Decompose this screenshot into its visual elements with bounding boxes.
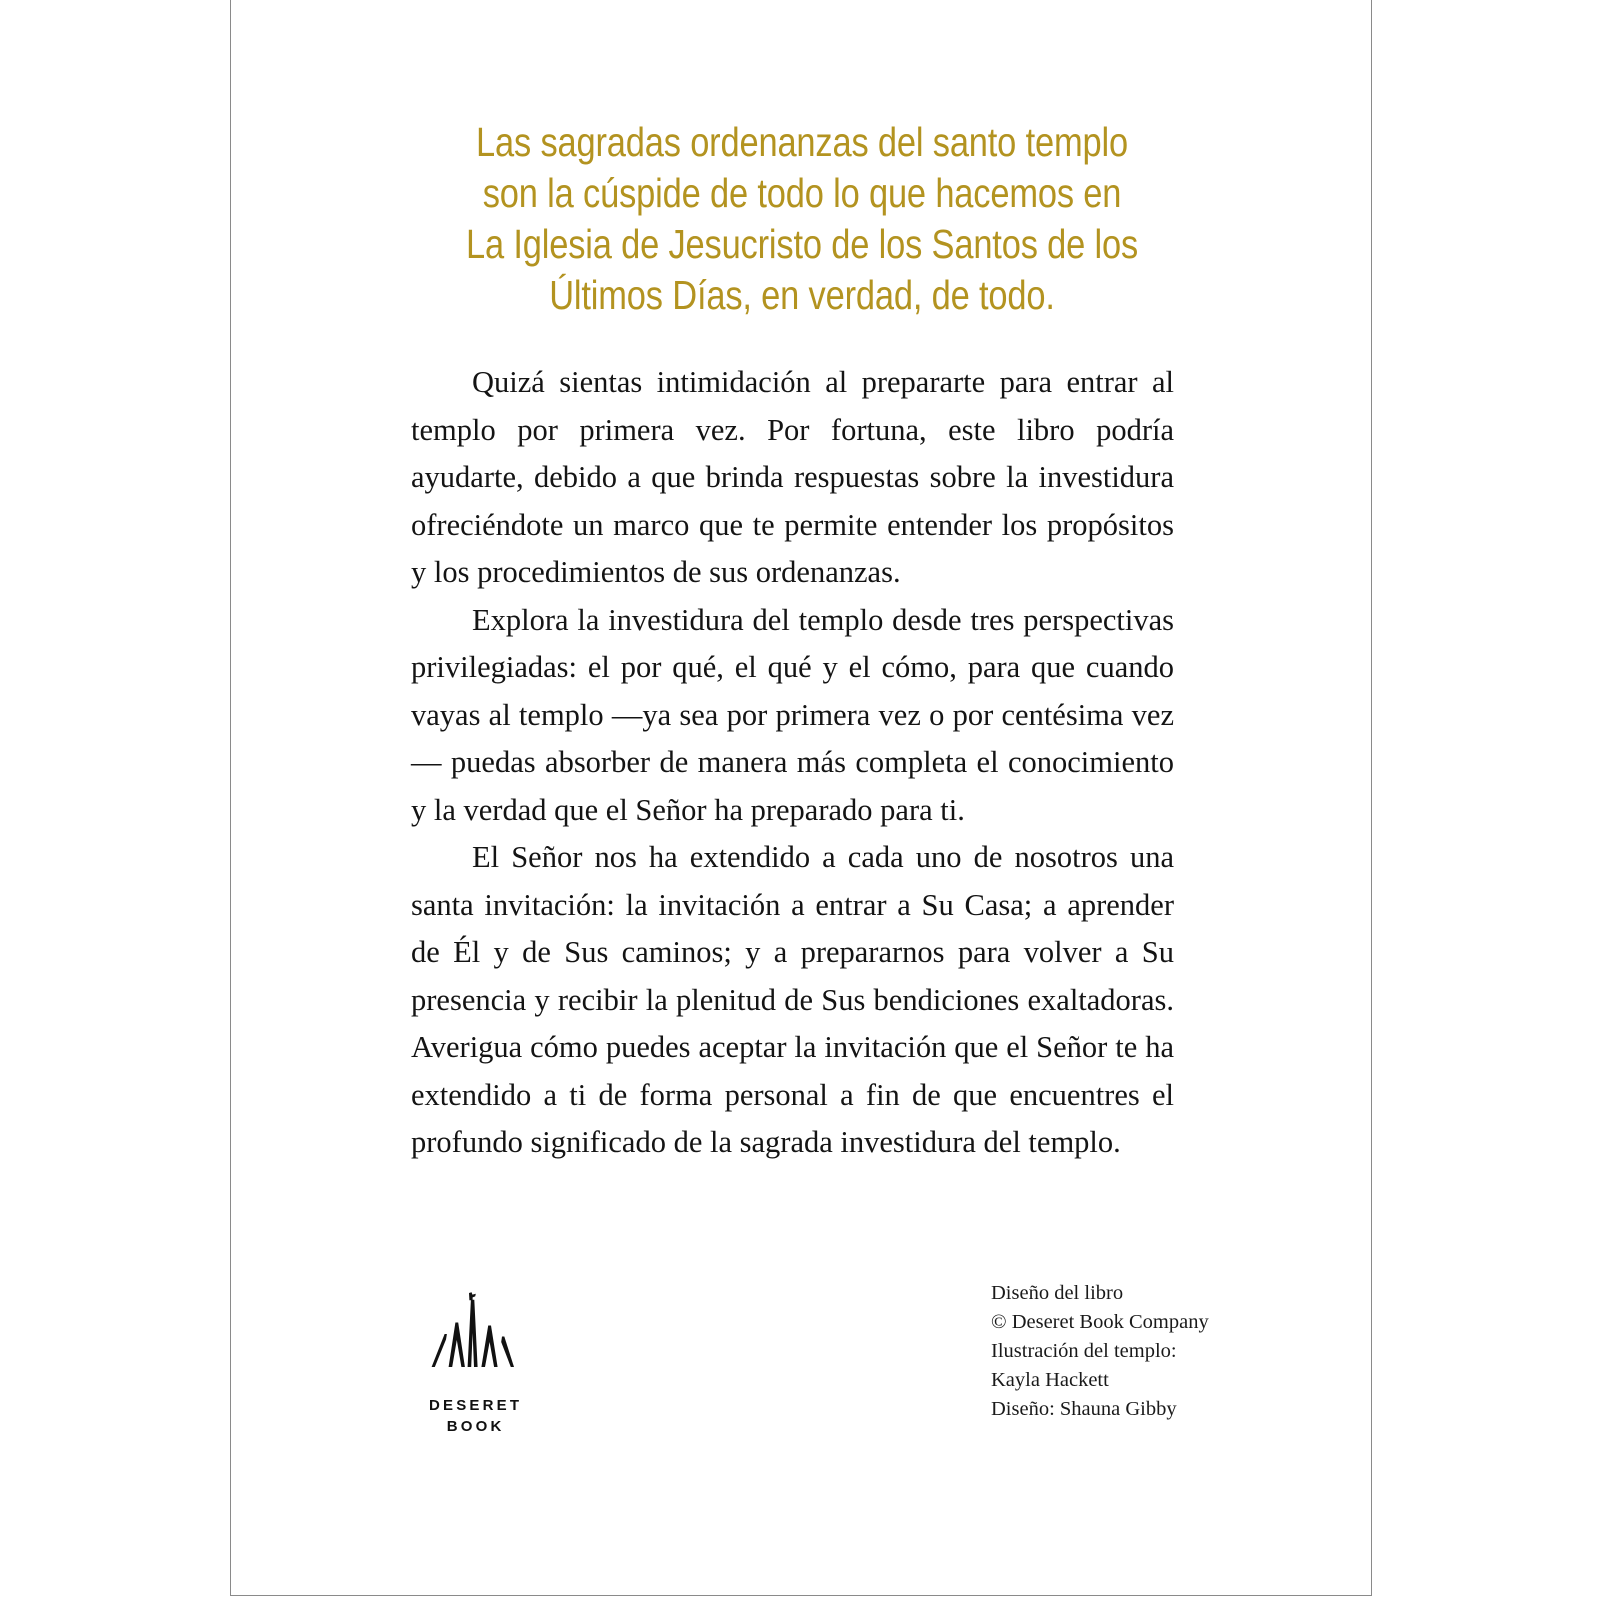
book-back-cover <box>230 0 1372 1596</box>
credits-block <box>991 1279 1321 1424</box>
deseret-book-temple-spires-icon <box>422 1289 526 1385</box>
blurb-paragraph-1: Quizá sientas intimidación al prepararte para entrar al templo por primera vez. Por fortuna, este libro podría ayudarte, debido a que brinda respuestas sobre la investidura ofreciéndote un marco que te permite entender los propósitos y los procedimientos de sus ordenanzas. <box>411 365 1174 589</box>
blurb-paragraph-3: El Señor nos ha extendido a cada uno de nosotros una santa invitación: la invitación a entrar a Su Casa; a aprender de Él y de Sus caminos; y a prepararnos para volver a Su presencia y recibir la plenitud de Sus bendiciones exaltadoras. Averigua cómo puedes aceptar la invitación que el Señor te ha extendido a ti de forma personal a fin de que encuentres el profundo significado de la sagrada investidura del templo. <box>411 840 1174 1159</box>
publisher-logo <box>409 1289 539 1437</box>
headline-line-1: Las sagradas ordenanzas del santo templo <box>476 119 1128 165</box>
credit-line-5: Diseño: Shauna Gibby <box>991 1398 1177 1420</box>
back-cover-blurb <box>411 359 1174 1167</box>
credit-line-4: Kayla Hackett <box>991 1369 1109 1391</box>
credit-line-3: Ilustración del templo: <box>991 1340 1177 1362</box>
credit-line-2: © Deseret Book Company <box>991 1311 1209 1333</box>
publisher-name-line-2: BOOK <box>446 1418 505 1435</box>
credit-line-1: Diseño del libro <box>991 1282 1124 1304</box>
headline-line-2: son la cúspide de todo lo que hacemos en <box>482 170 1122 216</box>
headline-line-4: Últimos Días, en verdad, de todo. <box>549 272 1055 318</box>
blurb-paragraph-2: Explora la investidura del templo desde tres perspectivas privilegiadas: el por qué, el qué y el cómo, para que cuando vayas al templo —ya sea por primera vez o por centésima vez— puedas absorber de manera más completa el conocimiento y la verdad que el Señor ha preparado para ti. <box>411 602 1174 827</box>
publisher-name-line-1: DESERET <box>428 1397 523 1414</box>
headline-pull-quote <box>364 117 1239 321</box>
cover-footer <box>231 1269 1372 1459</box>
headline-line-3: La Iglesia de Jesucristo de los Santos de los <box>465 221 1139 267</box>
